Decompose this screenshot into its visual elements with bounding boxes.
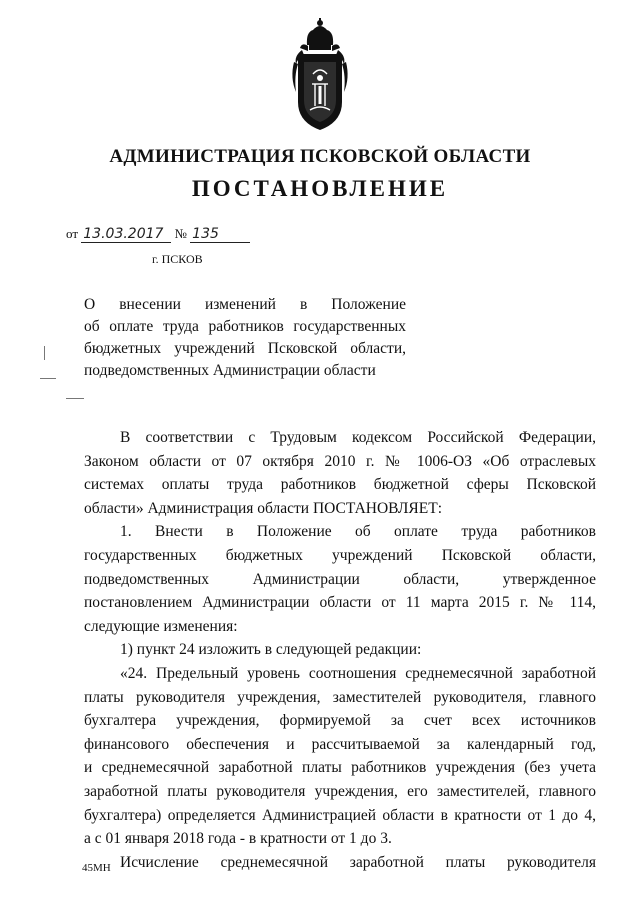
handwritten-number: 135 [190, 226, 250, 243]
body-line: платы руководителя учреждения, заместителей руководителя, главного [84, 688, 596, 706]
body-line: заработной платы руководителя учреждения, его заместителей, главного [84, 782, 596, 800]
organization-title: АДМИНИСТРАЦИЯ ПСКОВСКОЙ ОБЛАСТИ [109, 146, 531, 167]
document-type-title: ПОСТАНОВЛЕНИЕ [191, 176, 449, 201]
handwritten-date: 13.03.2017 [81, 226, 171, 243]
body-line: В соответствии с Трудовым кодексом Российской Федерации, [120, 429, 596, 446]
subject-line: бюджетных учреждений Псковской области, [84, 340, 406, 357]
body-line: и среднемесячной заработной платы работников учреждения (без учета [84, 759, 596, 777]
body-line: постановлением Администрации области от 11 марта 2015 г. № 114, [84, 594, 596, 612]
body-line: «24. Предельный уровень соотношения среднемесячной заработной [120, 664, 596, 682]
subject-line: О внесении изменений в Положение [84, 296, 406, 313]
body-line: финансового обеспечения и рассчитываемой за календарный год, [84, 735, 596, 753]
body-line: Законом области от 07 октября 2010 г. № 1006-ОЗ «Об отраслевых [84, 452, 596, 470]
body-line: системах оплаты труда работников бюджетной сферы Псковской [84, 476, 596, 494]
body-line: 1. Внести в Положение об оплате труда работников [120, 523, 596, 541]
coat-of-arms-emblem [280, 18, 360, 136]
date-number-line [66, 226, 250, 243]
body-line: Исчисление среднемесячной заработной платы руководителя [120, 853, 596, 871]
margin-mark [44, 346, 45, 360]
body-line: области» Администрация области ПОСТАНОВЛЯЕТ: [84, 499, 442, 517]
footer-code: 45МН [82, 862, 111, 874]
margin-mark [66, 398, 84, 399]
city-label: г. ПСКОВ [152, 252, 203, 266]
body-line: следующие изменения: [84, 617, 238, 635]
margin-mark [40, 378, 56, 379]
body-line: бухгалтера учреждения, формируемой за счет всех источников [84, 712, 596, 730]
date-prefix: от [66, 226, 79, 241]
number-sign: № [174, 226, 187, 241]
body-line: государственных бюджетных учреждений Псковской области, [84, 546, 596, 564]
subject-line: об оплате труда работников государственных [84, 318, 406, 335]
document-body [84, 426, 596, 874]
subject-line: подведомственных Администрации области [84, 362, 376, 379]
body-line: бухгалтера) определяется Администрацией области в кратности от 1 до 4, [84, 806, 596, 824]
subject-block [84, 294, 406, 382]
body-line: подведомственных Администрации области, утвержденное [84, 570, 596, 588]
body-line: а с 01 января 2018 года - в кратности от 1 до 3. [84, 830, 392, 848]
body-line: 1) пункт 24 изложить в следующей редакции: [120, 641, 422, 659]
